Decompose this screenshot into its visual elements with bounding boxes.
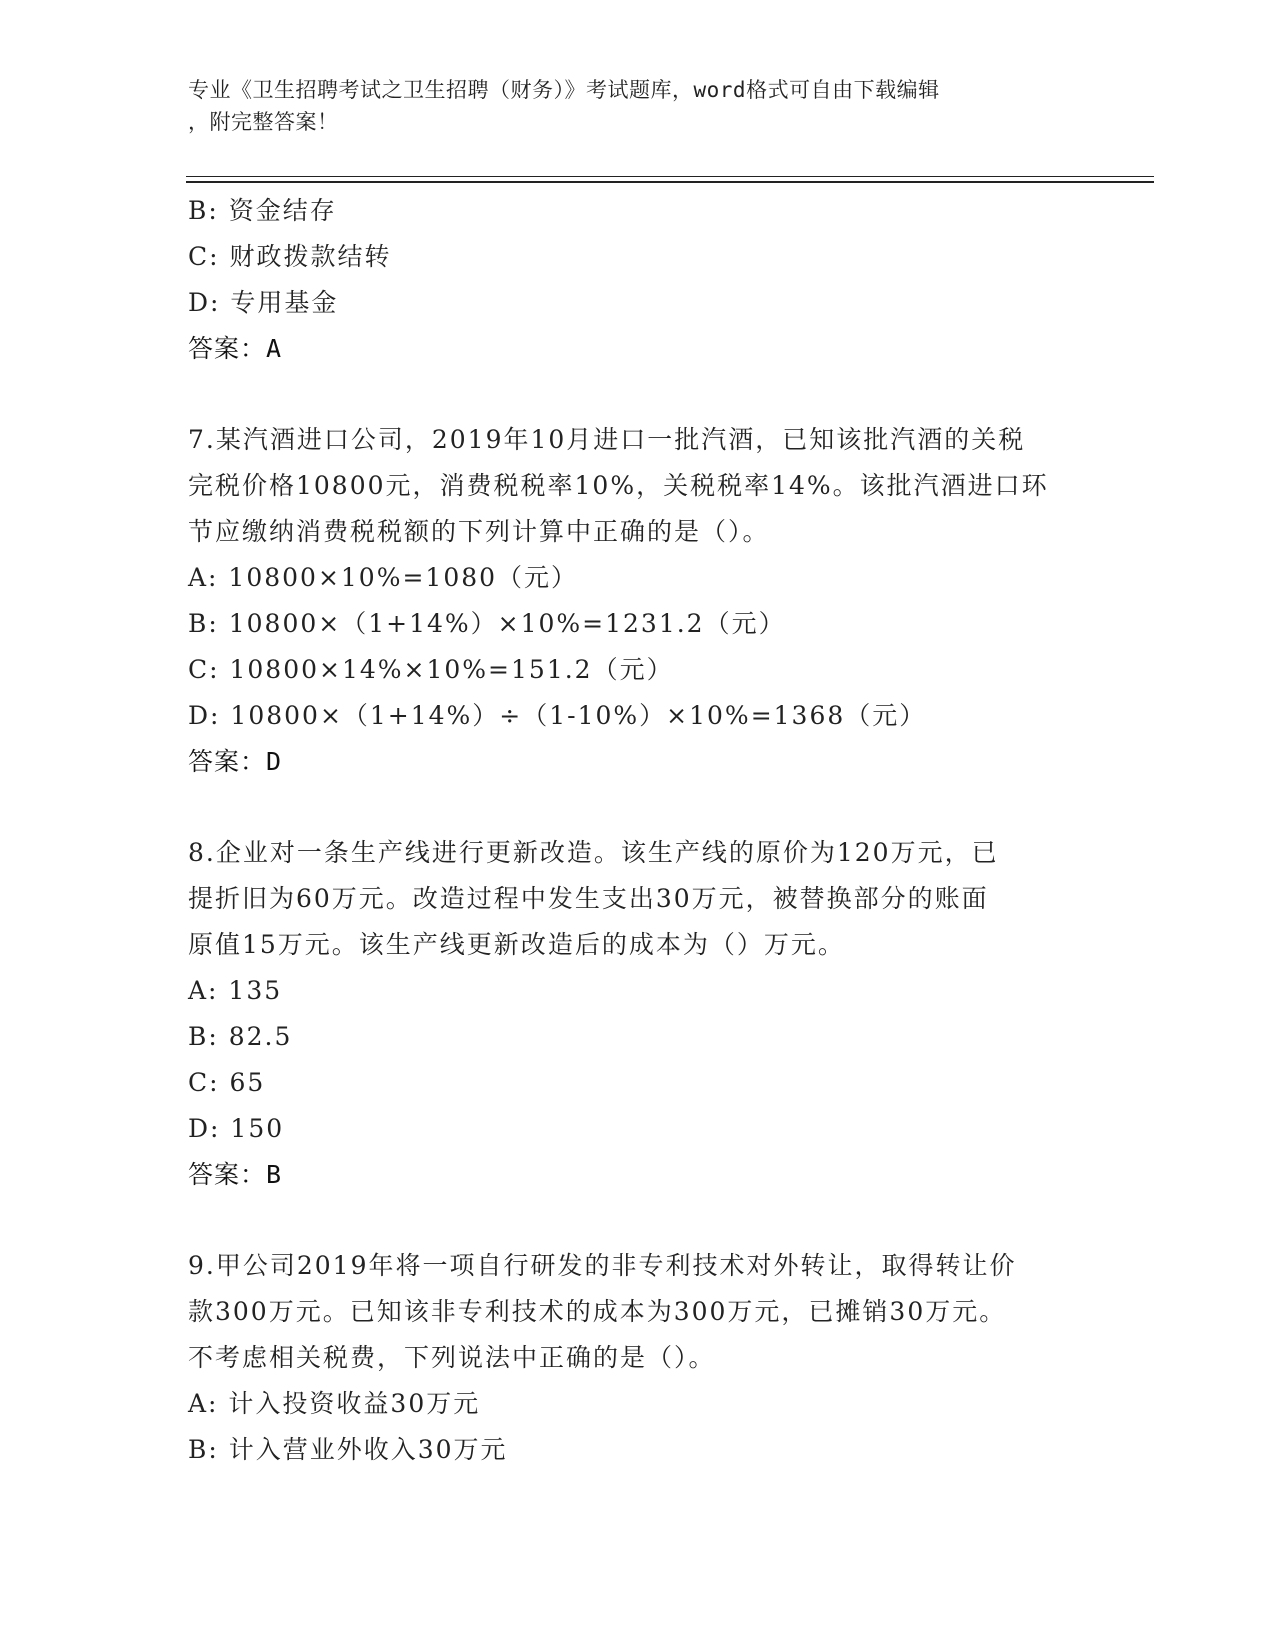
- header-line-2: ，附完整答案！: [188, 110, 339, 134]
- question-list: [188, 188, 1088, 1473]
- question-stem-line: 款300万元。已知该非专利技术的成本为300万元，已摊销30万元。: [188, 1297, 1007, 1326]
- question-7: [188, 417, 1088, 785]
- option-d: D: 10800×（1+14%）÷（1-10%）×10%=1368（元）: [188, 701, 927, 730]
- option-b: B: 10800×（1+14%）×10%=1231.2（元）: [188, 609, 786, 638]
- option-c: C: 10800×14%×10%=151.2（元）: [188, 655, 674, 684]
- header-divider-thin: [186, 176, 1154, 177]
- question-stem-line: 7.某汽酒进口公司，2019年10月进口一批汽酒，已知该批汽酒的关税: [188, 425, 1026, 454]
- option-a: A: 10800×10%=1080（元）: [188, 563, 579, 592]
- question-9: [188, 1243, 1088, 1473]
- question-6-tail: [188, 188, 1088, 372]
- option-c: C: 65: [188, 1068, 266, 1097]
- question-stem-line: 原值15万元。该生产线更新改造后的成本为（）万元。: [188, 930, 845, 959]
- question-8: [188, 830, 1088, 1198]
- option-a: A: 计入投资收益30万元: [188, 1389, 481, 1418]
- header-divider-thick: [186, 181, 1154, 183]
- answer-line: 答案：A: [188, 334, 283, 363]
- document-header: [188, 74, 1068, 138]
- question-stem-line: 节应缴纳消费税税额的下列计算中正确的是（）。: [188, 517, 770, 546]
- question-stem-line: 不考虑相关税费，下列说法中正确的是（）。: [188, 1343, 716, 1372]
- header-line-1: 专业《卫生招聘考试之卫生招聘（财务）》考试题库，word格式可自由下载编辑: [188, 78, 940, 102]
- question-stem-line: 提折旧为60万元。改造过程中发生支出30万元，被替换部分的账面: [188, 884, 989, 913]
- option-a: A: 135: [188, 976, 283, 1005]
- option-d: D: 专用基金: [188, 288, 339, 317]
- answer-line: 答案：B: [188, 1160, 283, 1189]
- question-stem-line: 9.甲公司2019年将一项自行研发的非专利技术对外转让，取得转让价: [188, 1251, 1017, 1280]
- option-d: D: 150: [188, 1114, 285, 1143]
- answer-line: 答案：D: [188, 747, 283, 776]
- question-stem-line: 8.企业对一条生产线进行更新改造。该生产线的原价为120万元，已: [188, 838, 999, 867]
- question-stem-line: 完税价格10800元，消费税税率10%，关税税率14%。该批汽酒进口环: [188, 471, 1049, 500]
- option-b: B: 资金结存: [188, 196, 337, 225]
- option-c: C: 财政拨款结转: [188, 242, 392, 271]
- option-b: B: 82.5: [188, 1022, 293, 1051]
- option-b: B: 计入营业外收入30万元: [188, 1435, 508, 1464]
